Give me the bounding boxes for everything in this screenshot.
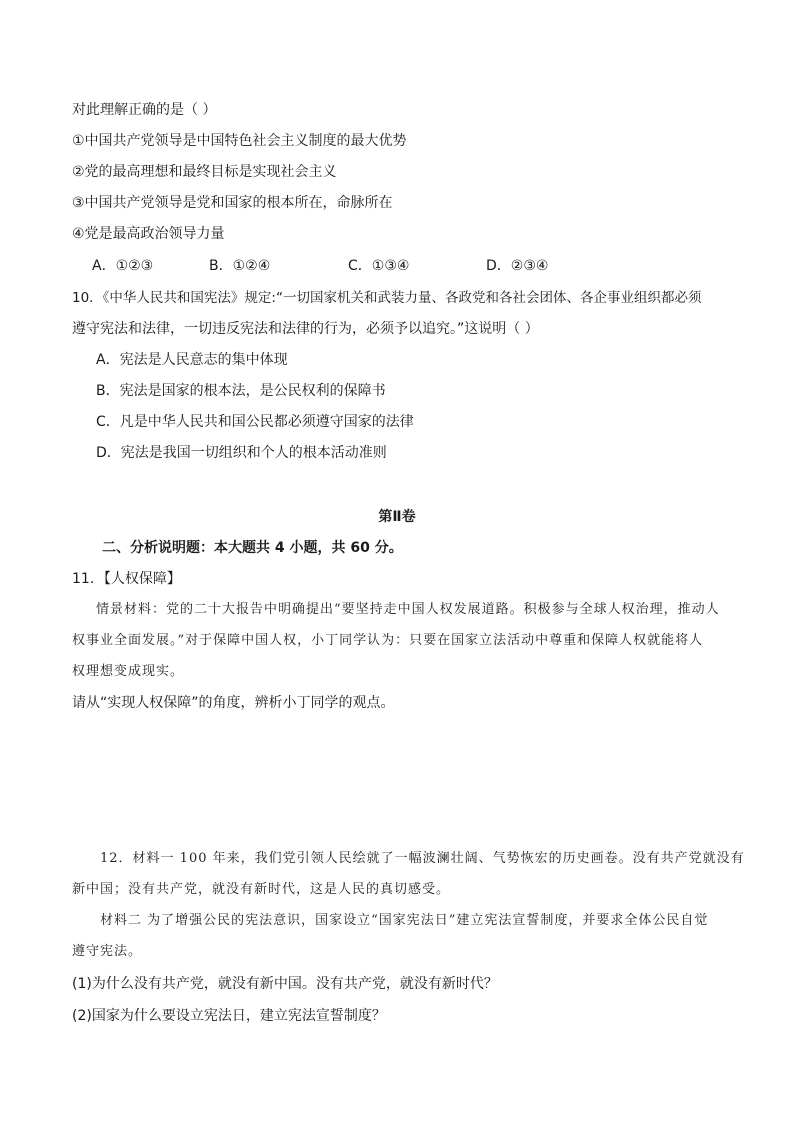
q9-option-c: C．①③④ [348,258,410,274]
q11-material-line1: 情景材料：党的二十大报告中明确提出“要坚持走中国人权发展道路。积极参与全球人权治理，推动人 [96,602,720,617]
q10-stem-line2: 遵守宪法和法律，一切违反宪法和法律的行为，必须予以追究。”这说明（ ） [72,321,539,337]
part2-title: 第Ⅱ卷 [378,509,416,525]
q9-option-d: D．②③④ [486,258,549,274]
q10-stem-line1: 10．《中华人民共和国宪法》规定:“一切国家机关和武装力量、各政党和各社会团体、各企事业组织都必须 [72,290,702,306]
q12-material1-line1: 12．材料一 100 年来，我们党引领人民绘就了一幅波澜壮阔、气势恢宏的历史画卷。没有共产党就没有 [100,851,745,866]
q11-title: 11．【人权保障】 [72,571,181,587]
q12-sub-question-1: (1)为什么没有共产党，就没有新中国。没有共产党，就没有新时代？ [72,976,498,992]
q12-sub-question-2: (2)国家为什么要设立宪法日，建立宪法宣誓制度？ [72,1008,386,1024]
q9-option-a: A．①②③ [92,258,154,274]
q11-question: 请从“实现人权保障”的角度，辨析小丁同学的观点。 [72,695,395,711]
q12-material2-line1: 材料二 为了增强公民的宪法意识，国家设立“国家宪法日”建立宪法宣誓制度，并要求全体公民自觉 [100,913,709,928]
q9-item-4: ④党是最高政治领导力量 [72,226,225,242]
q10-option-c: C．凡是中华人民共和国公民都必须遵守国家的法律 [96,414,414,430]
q9-item-2: ②党的最高理想和最终目标是实现社会主义 [72,164,337,180]
q9-item-1: ①中国共产党领导是中国特色社会主义制度的最大优势 [72,133,407,149]
q9-stem-tail: 对此理解正确的是（ ） [72,102,217,118]
q9-item-3: ③中国共产党领导是党和国家的根本所在，命脉所在 [72,195,393,211]
q11-material-line3: 权理想变成现实。 [72,664,185,679]
q12-material1-line2: 新中国；没有共产党，就没有新时代，这是人民的真切感受。 [72,882,451,897]
part2-heading: 二、分析说明题：本大题共 4 小题，共 60 分。 [102,540,403,556]
q9-option-b: B．①②④ [209,258,271,274]
q10-option-d: D．宪法是我国一切组织和个人的根本活动准则 [96,445,387,461]
q10-option-b: B．宪法是国家的根本法，是公民权利的保障书 [96,383,386,399]
q12-material2-line2: 遵守宪法。 [72,944,143,959]
q11-material-line2: 权事业全面发展。”对于保障中国人权，小丁同学认为：只要在国家立法活动中尊重和保障人权就能将人 [72,633,704,648]
q10-option-a: A．宪法是人民意志的集中体现 [96,352,288,368]
